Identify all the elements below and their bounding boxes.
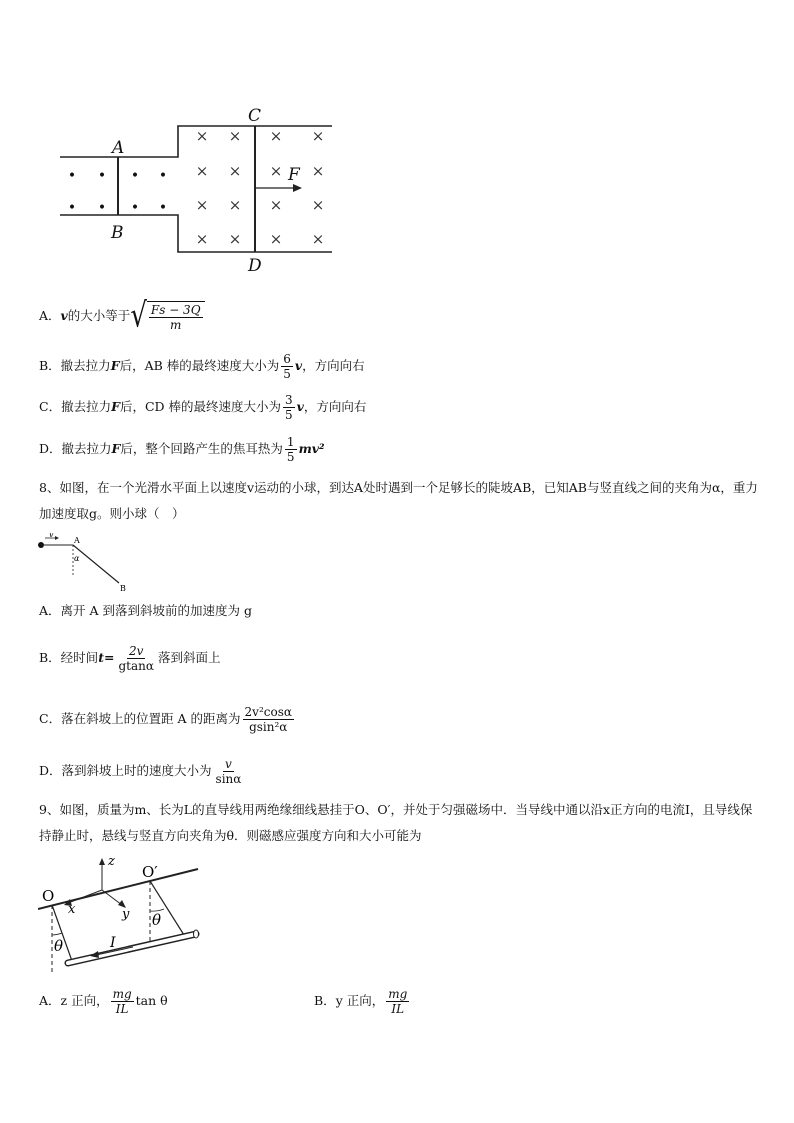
- svg-text:B: B: [120, 584, 126, 593]
- svg-text:I: I: [110, 935, 116, 951]
- q9-option-b: B． y 正向， $\frac{mg}{IL}$: [314, 986, 408, 1016]
- q8-stem: 8、如图，在一个光滑水平面上以速度v运动的小球，到达A处时遇到一个足够长的陡坡AB，已知AB与竖直线之间的夹角为α，重力加速度取g。则小球（ ）: [39, 480, 758, 521]
- svg-text:×: ×: [228, 230, 242, 248]
- svg-text:×: ×: [195, 196, 209, 214]
- q7-option-d: D．撤去拉力 F 后，整个回路产生的焦耳热为 $\frac{1}{5}$ mv²: [39, 434, 325, 464]
- wire: [68, 930, 199, 963]
- q9-option-a: A． z 正向， $\frac{mg}{IL}$ tan θ: [39, 986, 168, 1016]
- q8-option-c: C．落在斜坡上的位置距 A 的距离为 $\frac{\text{2v²cosα}}{\text{gsin²α}}$: [39, 704, 292, 734]
- svg-text:O′: O′: [142, 863, 158, 881]
- svg-text:×: ×: [311, 196, 325, 214]
- label-f: F: [288, 165, 300, 185]
- svg-text:•: •: [130, 168, 140, 184]
- svg-text:×: ×: [269, 230, 283, 248]
- svg-text:A: A: [74, 536, 80, 545]
- label-c: C: [248, 106, 262, 126]
- svg-text:x: x: [68, 902, 76, 917]
- svg-text:•: •: [97, 168, 107, 184]
- q8-option-d: D．落到斜坡上时的速度大小为 $\frac{v}{\sin\alpha}$: [39, 756, 242, 786]
- svg-text:•: •: [158, 168, 168, 184]
- svg-text:θ: θ: [54, 937, 64, 955]
- svg-text:×: ×: [195, 162, 209, 180]
- q8-option-a: A．离开 A 到落到斜坡前的加速度为 g: [39, 603, 252, 618]
- svg-text:•: •: [130, 200, 140, 216]
- svg-text:×: ×: [195, 127, 209, 145]
- sqrt-expression: √ $\frac{Fs - 3Q}{m}$: [130, 301, 204, 332]
- rail-field-figure: [55, 100, 340, 280]
- label-a: A: [112, 138, 125, 158]
- svg-text:•: •: [67, 200, 77, 216]
- svg-text:•: •: [67, 168, 77, 184]
- svg-text:α: α: [74, 554, 80, 563]
- svg-text:×: ×: [228, 127, 242, 145]
- svg-text:×: ×: [311, 230, 325, 248]
- svg-text:θ: θ: [152, 911, 162, 929]
- label-b: B: [111, 223, 124, 243]
- svg-text:y: y: [122, 907, 130, 922]
- q7-option-c: C．撤去拉力 F 后，CD 棒的最终速度大小为 $\frac{3}{5}$ v ，方向向右: [39, 392, 367, 422]
- q9-stem: 9、如图，质量为m、长为L的直导线用两绝缘细线悬挂于O、O′，并处于匀强磁场中．当导线中通以沿x正方向的电流I，且导线保持静止时，悬线与竖直方向夹角为θ．则磁感应强度方向和大小可能为: [39, 802, 753, 843]
- label-d: D: [248, 256, 262, 276]
- force-arrow: [255, 184, 302, 192]
- q7-option-b: B．撤去拉力 F 后，AB 棒的最终速度大小为 $\frac{6}{5}$ v ，方向向右: [39, 351, 365, 381]
- svg-text:×: ×: [195, 230, 209, 248]
- svg-text:×: ×: [311, 162, 325, 180]
- svg-text:×: ×: [228, 196, 242, 214]
- q9-wire-figure: [38, 855, 203, 977]
- svg-text:×: ×: [311, 127, 325, 145]
- svg-text:×: ×: [269, 196, 283, 214]
- svg-text:•: •: [97, 200, 107, 216]
- svg-text:O: O: [42, 887, 55, 905]
- q7-option-a: A． v 的大小等于 √ $\frac{Fs - 3Q}{m}$: [39, 300, 205, 332]
- svg-text:v: v: [49, 533, 54, 539]
- svg-text:z: z: [108, 855, 115, 869]
- q8-slope-figure: [37, 533, 137, 595]
- svg-text:•: •: [158, 200, 168, 216]
- svg-text:×: ×: [269, 162, 283, 180]
- svg-text:×: ×: [269, 127, 283, 145]
- q8-option-b: B．经时间 t= $\frac{2v}{gtan\alpha}$ 落到斜面上: [39, 643, 221, 673]
- svg-text:×: ×: [228, 162, 242, 180]
